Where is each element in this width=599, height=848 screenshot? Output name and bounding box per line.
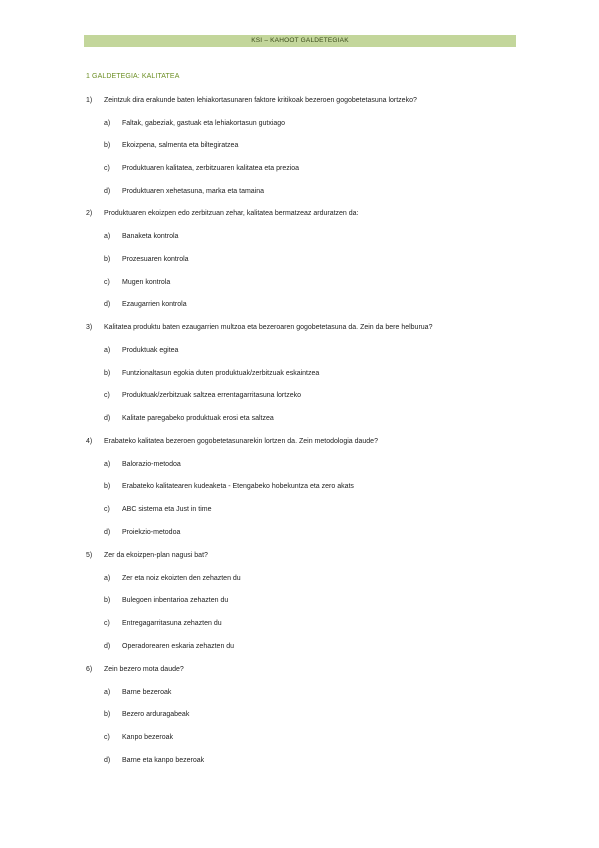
option-1a bbox=[104, 119, 285, 128]
option-4b bbox=[104, 482, 354, 491]
question-text: Produktuaren ekoizpen edo zerbitzuan zehar, kalitatea bermatzeaz arduratzen da: bbox=[104, 210, 359, 217]
option-text: Erabateko kalitatearen kudeaketa - Etengabeko hobekuntza eta zero akats bbox=[122, 483, 354, 490]
option-text: Operadorearen eskaria zehazten du bbox=[122, 643, 235, 650]
option-text: Faltak, gabeziak, gastuak eta lehiakortasun gutxiago bbox=[122, 120, 286, 127]
question-5 bbox=[86, 551, 208, 560]
option-6d bbox=[104, 756, 204, 765]
option-1c bbox=[104, 164, 299, 173]
option-2c bbox=[104, 278, 170, 287]
option-letter: d) bbox=[104, 301, 111, 308]
question-text: Zeintzuk dira erakunde baten lehiakortasunaren faktore kritikoak bezeroen gogobetetasuna lortzeko? bbox=[104, 97, 417, 104]
document-header: KSI – KAHOOT GALDETEGIAK bbox=[84, 35, 516, 47]
option-text: Bulegoen inbentarioa zehazten du bbox=[122, 597, 229, 604]
option-2b bbox=[104, 255, 189, 264]
option-letter: c) bbox=[104, 506, 110, 513]
option-text: Ekoizpena, salmenta eta biltegiratzea bbox=[122, 142, 239, 149]
option-letter: b) bbox=[104, 256, 111, 263]
option-letter: d) bbox=[104, 529, 111, 536]
option-6a bbox=[104, 688, 171, 697]
option-letter: a) bbox=[104, 575, 111, 582]
option-letter: a) bbox=[104, 347, 111, 354]
option-letter: c) bbox=[104, 392, 110, 399]
option-letter: c) bbox=[104, 734, 110, 741]
option-5b bbox=[104, 596, 228, 605]
option-text: Funtzionaltasun egokia duten produktuak/zerbitzuak eskaintzea bbox=[122, 370, 320, 377]
question-2 bbox=[86, 209, 359, 218]
option-letter: a) bbox=[104, 461, 111, 468]
option-4c bbox=[104, 505, 211, 514]
question-number: 3) bbox=[86, 324, 93, 331]
option-text: Produktuak/zerbitzuak saltzea errentagarritasuna lortzeko bbox=[122, 392, 301, 399]
option-letter: a) bbox=[104, 120, 111, 127]
question-number: 5) bbox=[86, 552, 93, 559]
option-letter: b) bbox=[104, 597, 111, 604]
option-text: Barne bezeroak bbox=[122, 689, 172, 696]
option-letter: d) bbox=[104, 643, 111, 650]
question-number: 1) bbox=[86, 97, 93, 104]
option-4a bbox=[104, 460, 181, 469]
option-text: ABC sistema eta Just in time bbox=[122, 506, 212, 513]
option-3a bbox=[104, 346, 178, 355]
option-letter: d) bbox=[104, 415, 111, 422]
option-letter: a) bbox=[104, 689, 111, 696]
option-letter: b) bbox=[104, 142, 111, 149]
question-number: 6) bbox=[86, 666, 93, 673]
option-text: Prozesuaren kontrola bbox=[122, 256, 189, 263]
option-text: Mugen kontrola bbox=[122, 279, 171, 286]
question-4 bbox=[86, 437, 378, 446]
option-3d bbox=[104, 414, 274, 423]
option-5d bbox=[104, 642, 234, 651]
option-text: Kanpo bezeroak bbox=[122, 734, 173, 741]
option-3c bbox=[104, 391, 301, 400]
section-title: 1 GALDETEGIA: KALITATEA bbox=[86, 73, 180, 80]
question-number: 2) bbox=[86, 210, 93, 217]
option-letter: a) bbox=[104, 233, 111, 240]
option-2a bbox=[104, 232, 178, 241]
option-letter: c) bbox=[104, 620, 110, 627]
question-text: Zein bezero mota daude? bbox=[104, 666, 184, 673]
option-letter: b) bbox=[104, 711, 111, 718]
question-number: 4) bbox=[86, 438, 93, 445]
option-letter: d) bbox=[104, 188, 111, 195]
option-text: Bezero arduragabeak bbox=[122, 711, 190, 718]
option-text: Banaketa kontrola bbox=[122, 233, 179, 240]
option-1b bbox=[104, 141, 238, 150]
option-text: Produktuak egitea bbox=[122, 347, 179, 354]
option-letter: c) bbox=[104, 165, 110, 172]
option-text: Proiekzio-metodoa bbox=[122, 529, 181, 536]
option-letter: c) bbox=[104, 279, 110, 286]
option-2d bbox=[104, 300, 187, 309]
option-1d bbox=[104, 187, 264, 196]
question-6 bbox=[86, 665, 184, 674]
option-text: Produktuaren kalitatea, zerbitzuaren kalitatea eta prezioa bbox=[122, 165, 300, 172]
option-text: Kalitate paregabeko produktuak erosi eta saltzea bbox=[122, 415, 274, 422]
option-4d bbox=[104, 528, 180, 537]
option-letter: d) bbox=[104, 757, 111, 764]
option-text: Entregagarritasuna zehazten du bbox=[122, 620, 222, 627]
option-text: Barne eta kanpo bezeroak bbox=[122, 757, 205, 764]
option-text: Produktuaren xehetasuna, marka eta tamaina bbox=[122, 188, 265, 195]
question-3 bbox=[86, 323, 432, 332]
question-1 bbox=[86, 96, 417, 105]
option-5a bbox=[104, 574, 241, 583]
option-letter: b) bbox=[104, 483, 111, 490]
option-3b bbox=[104, 369, 319, 378]
option-text: Balorazio-metodoa bbox=[122, 461, 181, 468]
option-text: Ezaugarrien kontrola bbox=[122, 301, 187, 308]
question-text: Zer da ekoizpen-plan nagusi bat? bbox=[104, 552, 208, 559]
option-6b bbox=[104, 710, 189, 719]
option-letter: b) bbox=[104, 370, 111, 377]
option-text: Zer eta noiz ekoizten den zehazten du bbox=[122, 575, 241, 582]
question-text: Kalitatea produktu baten ezaugarrien multzoa eta bezeroaren gogobetetasuna da. Zein da bere helburua? bbox=[104, 324, 433, 331]
question-text: Erabateko kalitatea bezeroen gogobetetasunarekin lortzen da. Zein metodologia daude? bbox=[104, 438, 378, 445]
option-6c bbox=[104, 733, 173, 742]
option-5c bbox=[104, 619, 222, 628]
